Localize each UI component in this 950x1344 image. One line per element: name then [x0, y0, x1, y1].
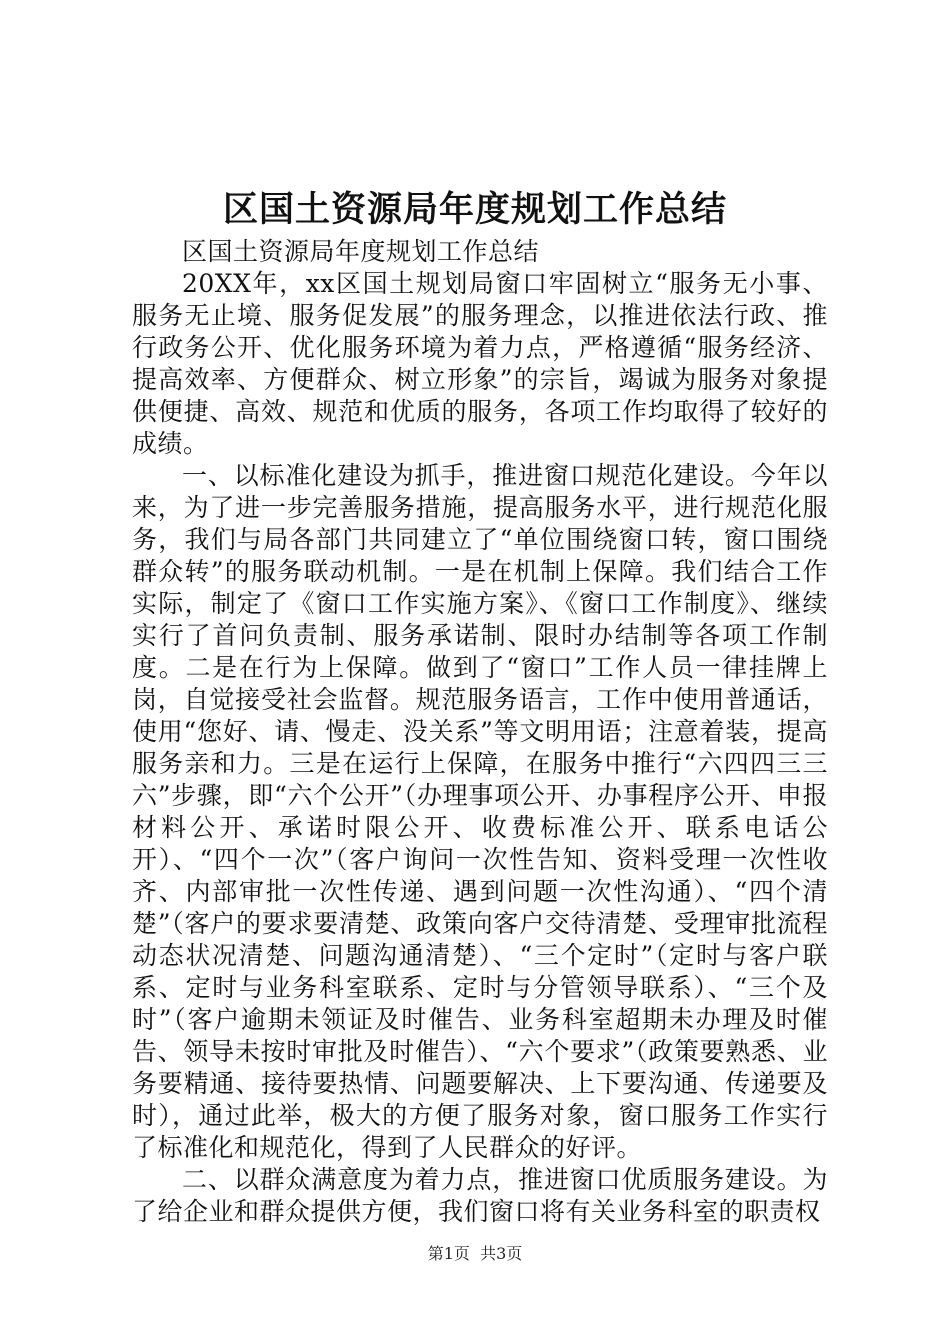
page-footer: [0, 1243, 950, 1265]
paragraph-intro: 20XX年，xx区国土规划局窗口牢固树立“服务无小事、服务无止境、服务促发展”的服务理念，以推进依法行政、推行政务公开、优化服务环境为着力点，严格遵循“服务经济、提高效率、方便群众、树立形象”的宗旨，竭诚为服务对象提供便捷、高效、规范和优质的服务，各项工作均取得了较好的成绩。: [132, 269, 828, 458]
document-body: [132, 236, 828, 1228]
page-number: 第1页: [427, 1244, 470, 1263]
page-total: 共3页: [480, 1244, 523, 1263]
paragraph-section-two: 二、以群众满意度为着力点，推进窗口优质服务建设。为了给企业和群众提供方便，我们窗口将有关业务科室的职责权: [132, 1165, 828, 1226]
document-title: 区国土资源局年度规划工作总结: [222, 189, 727, 230]
paragraph-section-one: 一、以标准化建设为抓手，推进窗口规范化建设。今年以来，为了进一步完善服务措施，提高服务水平，进行规范化服务，我们与局各部门共同建立了“单位围绕窗口转，窗口围绕群众转”的服务联动机制。一是在机制上保障。我们结合工作实际，制定了《窗口工作实施方案》、《窗口工作制度》、继续实行了首问负责制、服务承诺制、限时办结制等各项工作制度。二是在行为上保障。做到了“窗口”工作人员一律挂牌上岗，自觉接受社会监督。规范服务语言，工作中使用普通话，使用“您好、请、慢走、没关系”等文明用语；注意着装，提高服务亲和力。三是在运行上保障，在服务中推行“六四四三三六”步骤，即“六个公开”（办理事项公开、办事程序公开、申报材料公开、承诺时限公开、收费标准公开、联系电话公开）、“四个一次”（客户询问一次性告知、资料受理一次性收齐、内部审批一次性传递、遇到问题一次性沟通）、“四个清楚”（客户的要求要清楚、政策向客户交待清楚、受理审批流程动态状况清楚、问题沟通清楚）、“三个定时”（定时与客户联系、定时与业务科室联系、定时与分管领导联系）、“三个及时”（客户逾期未领证及时催告、业务科室超期未办理及时催告、领导未按时审批及时催告）、“六个要求”（政策要熟悉、业务要精通、接待要热情、问题要解决、上下要沟通、传递要及时），通过此举，极大的方便了服务对象，窗口服务工作实行了标准化和规范化，得到了人民群众的好评。: [132, 461, 828, 1162]
paragraph-subtitle: 区国土资源局年度规划工作总结: [182, 237, 540, 266]
